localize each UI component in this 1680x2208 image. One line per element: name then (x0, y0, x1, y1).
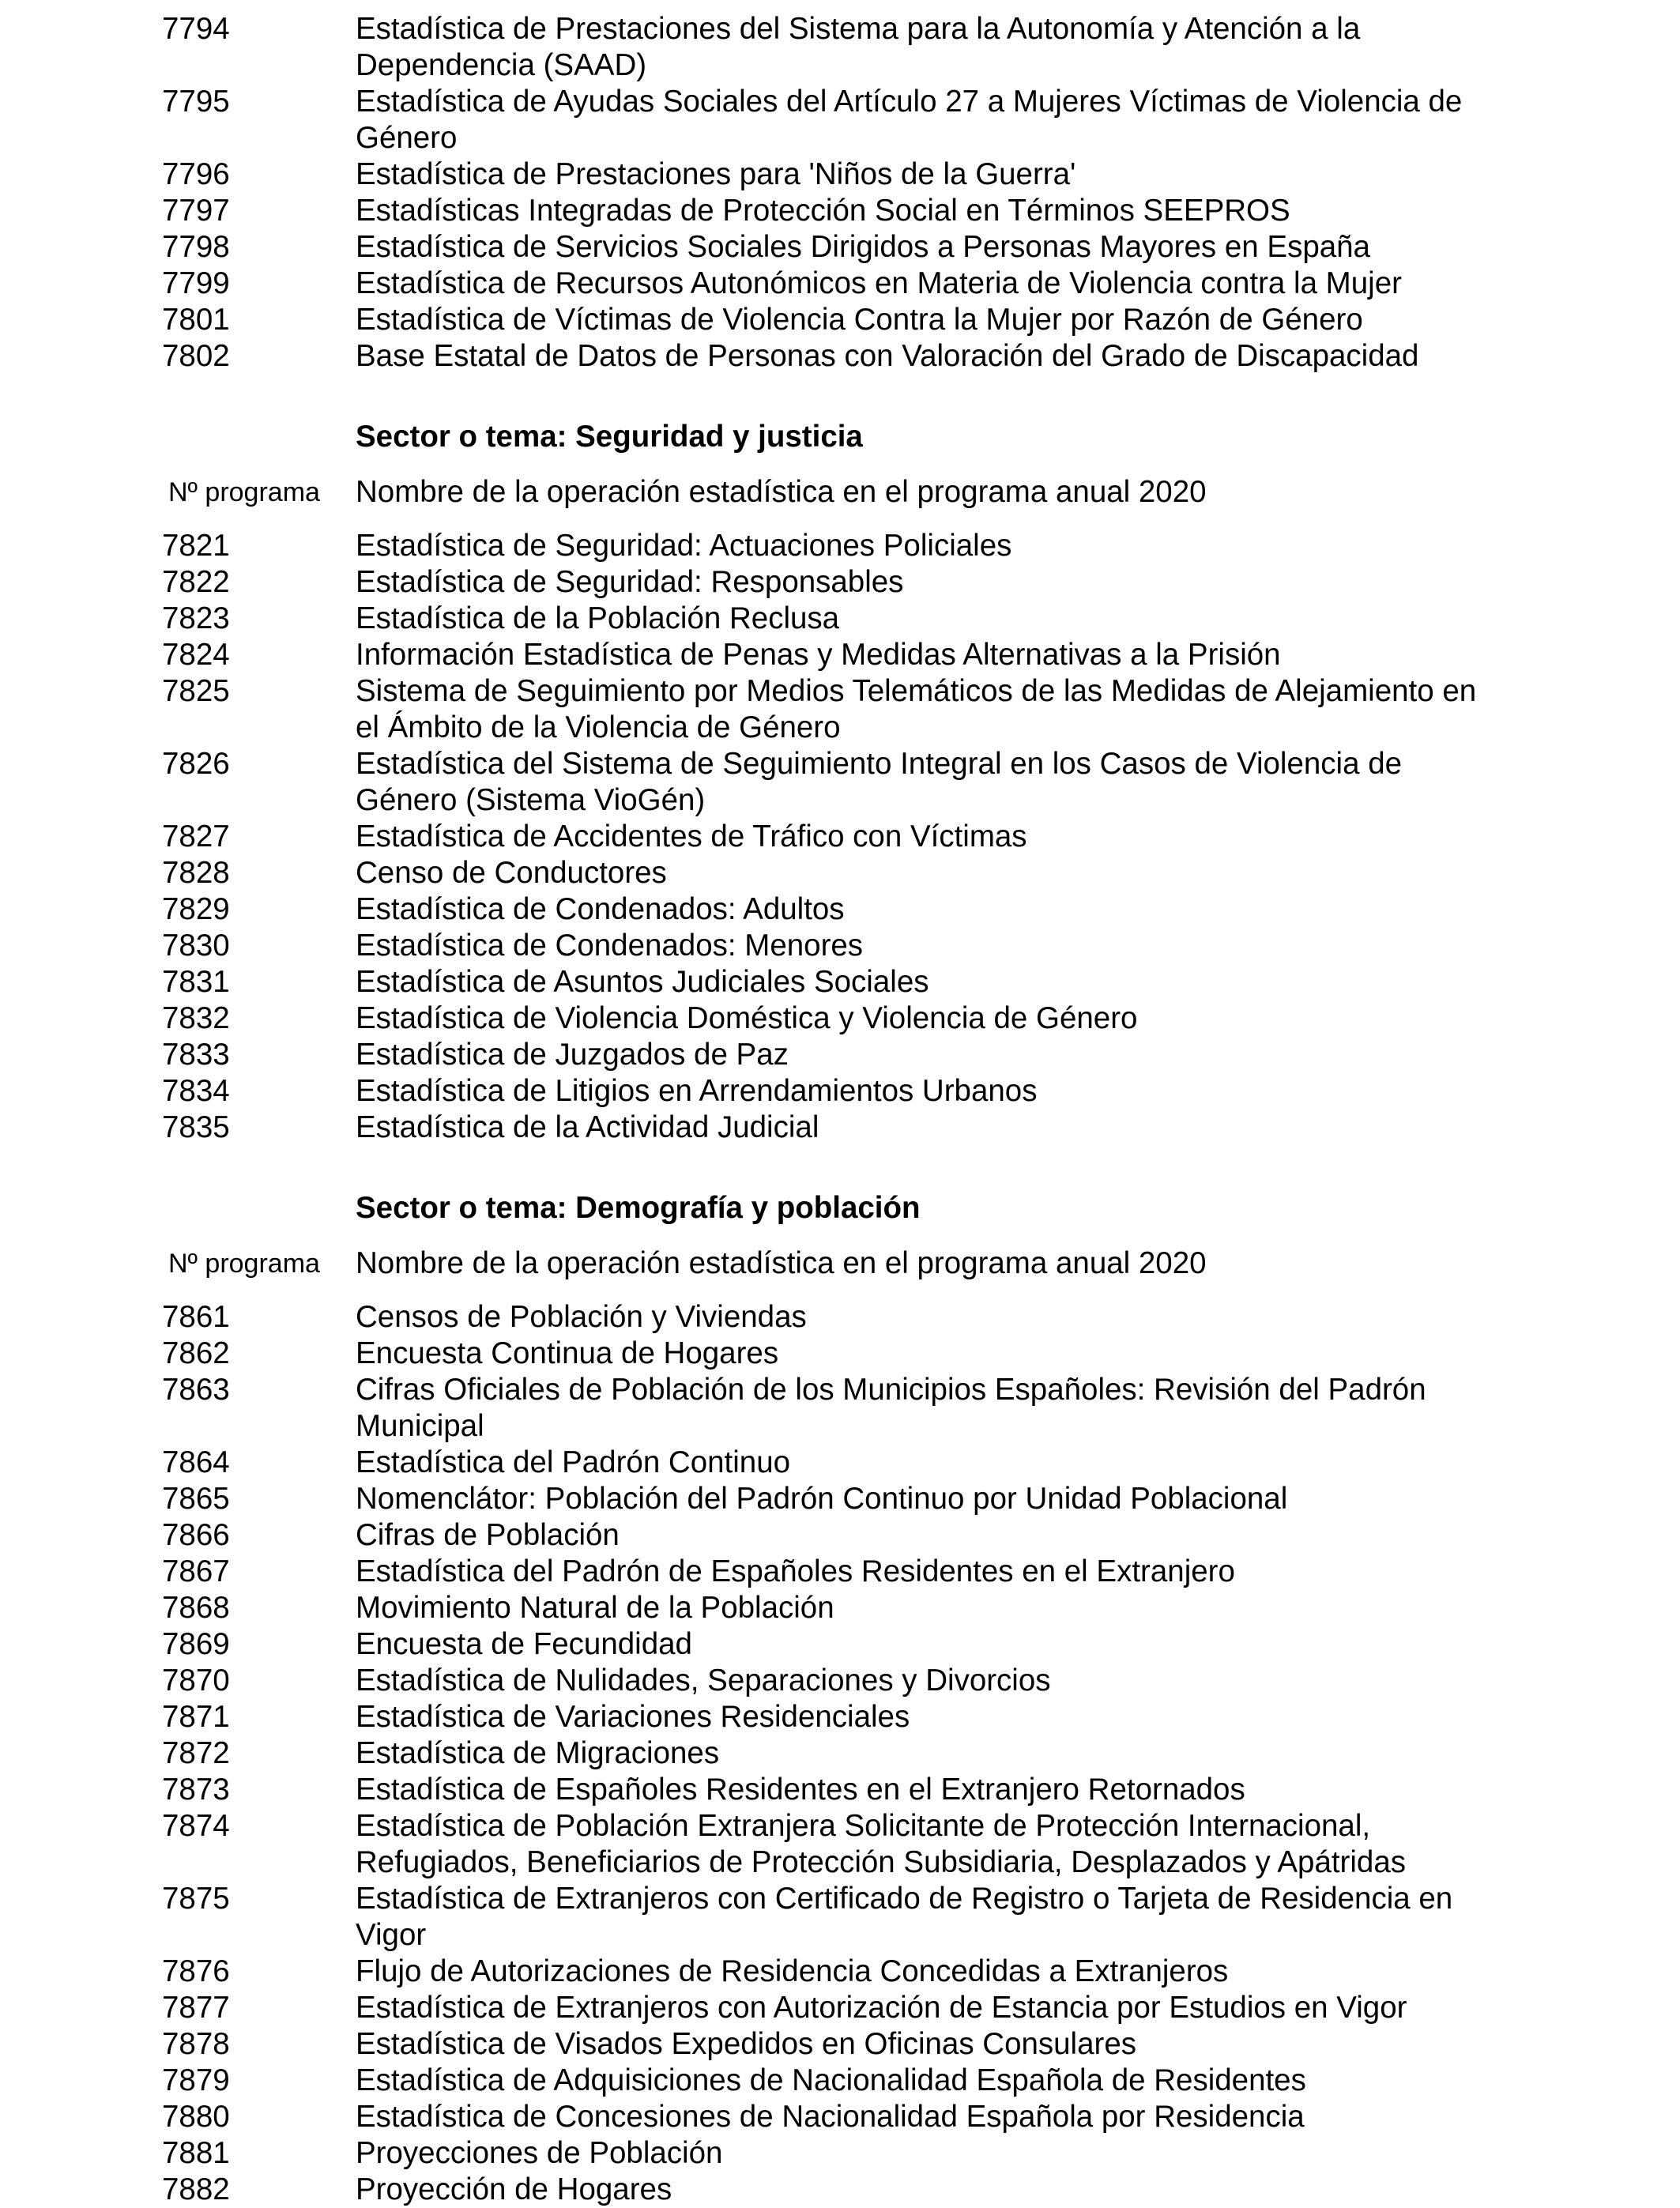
operation-name: Estadística de Condenados: Menores (356, 929, 864, 963)
operation-name: Estadística de Prestaciones del Sistema para la Autonomía y Atención a la Dependencia (SAAD) (356, 12, 1361, 82)
operation-name: Cifras de Población (356, 1518, 620, 1552)
operation-name: Encuesta Continua de Hogares (356, 1336, 779, 1370)
table-row (0, 229, 1680, 266)
operation-name: Estadística de Litigios en Arrendamientos Urbanos (356, 1074, 1038, 1108)
program-number: 7861 (162, 1300, 230, 1334)
table-row (0, 2099, 1680, 2135)
operation-name: Estadística de Concesiones de Nacionalidad Española por Residencia (356, 2100, 1305, 2134)
program-number: 7798 (162, 230, 230, 264)
program-number: 7794 (162, 12, 230, 46)
table-row (0, 1000, 1680, 1037)
section-title: Sector o tema: Seguridad y justicia (356, 420, 863, 454)
table-row (0, 964, 1680, 1000)
column-header-name: Nombre de la operación estadística en el programa anual 2020 (356, 1246, 1207, 1280)
table-row (0, 1110, 1680, 1146)
operation-name: Estadística de Prestaciones para 'Niños de la Guerra' (356, 157, 1076, 191)
operation-name: Base Estatal de Datos de Personas con Valoración del Grado de Discapacidad (356, 339, 1419, 373)
operation-name: Proyecciones de Población (356, 2136, 723, 2170)
operation-name: Estadística de Juzgados de Paz (356, 1038, 789, 1072)
section-title: Sector o tema: Demografía y población (356, 1191, 921, 1225)
program-number: 7881 (162, 2136, 230, 2170)
operation-name: Estadística de Migraciones (356, 1736, 720, 1770)
section-block (0, 1190, 1680, 2208)
table-row (0, 1299, 1680, 1336)
program-number: 7834 (162, 1074, 230, 1108)
program-number: 7874 (162, 1809, 230, 1843)
operation-name: Cifras Oficiales de Población de los Municipios Españoles: Revisión del Padrón Municipal (356, 1373, 1426, 1443)
program-number: 7802 (162, 339, 230, 373)
operation-name: Información Estadística de Penas y Medidas Alternativas a la Prisión (356, 638, 1281, 672)
table-row (0, 1735, 1680, 1772)
program-number: 7801 (162, 303, 230, 337)
table-row (0, 601, 1680, 637)
table-row (0, 1372, 1680, 1445)
table-row (0, 1073, 1680, 1110)
program-number: 7823 (162, 601, 230, 635)
operation-name: Estadística de Accidentes de Tráfico con Víctimas (356, 820, 1027, 853)
table-row (0, 746, 1680, 819)
operation-name: Estadística del Sistema de Seguimiento Integral en los Casos de Violencia de Género (Sistema VioGén) (356, 747, 1403, 817)
operation-name: Estadística de Nulidades, Separaciones y Divorcios (356, 1664, 1051, 1697)
program-number: 7869 (162, 1627, 230, 1661)
table-row (0, 1590, 1680, 1626)
program-number: 7827 (162, 820, 230, 853)
program-number: 7821 (162, 529, 230, 563)
operation-name: Estadística de Ayudas Sociales del Artículo 27 a Mujeres Víctimas de Violencia de Género (356, 85, 1463, 155)
program-number: 7866 (162, 1518, 230, 1552)
table-row (0, 338, 1680, 375)
program-number: 7878 (162, 2027, 230, 2061)
table-row (0, 2172, 1680, 2208)
table-row (0, 1881, 1680, 1954)
program-number: 7871 (162, 1700, 230, 1734)
table-row (0, 1626, 1680, 1663)
section-block (0, 419, 1680, 1146)
program-number: 7832 (162, 1001, 230, 1035)
table-row (0, 1699, 1680, 1735)
operation-name: Nomenclátor: Población del Padrón Continuo por Unidad Poblacional (356, 1482, 1288, 1516)
program-number: 7797 (162, 194, 230, 228)
table-row (0, 1517, 1680, 1554)
program-number: 7799 (162, 266, 230, 300)
operation-name: Estadística del Padrón Continuo (356, 1445, 791, 1479)
program-number: 7831 (162, 965, 230, 999)
table-row (0, 84, 1680, 156)
table-row (0, 156, 1680, 193)
table-row (0, 1336, 1680, 1372)
document-page (0, 11, 1680, 2208)
operation-name: Estadística del Padrón de Españoles Residentes en el Extranjero (356, 1554, 1235, 1588)
operation-name: Estadísticas Integradas de Protección Social en Términos SEEPROS (356, 194, 1290, 228)
table-row (0, 1990, 1680, 2026)
program-number: 7882 (162, 2172, 230, 2206)
operation-name: Estadística de la Actividad Judicial (356, 1110, 819, 1144)
table-row (0, 1445, 1680, 1481)
operation-name: Sistema de Seguimiento por Medios Telemáticos de las Medidas de Alejamiento en el Ámbito de la Violencia de Género (356, 674, 1477, 744)
operation-name: Estadística de Seguridad: Actuaciones Policiales (356, 529, 1012, 563)
table-row (0, 819, 1680, 855)
program-number: 7875 (162, 1882, 230, 1916)
operation-name: Movimiento Natural de la Población (356, 1591, 834, 1625)
program-number: 7829 (162, 892, 230, 926)
program-number: 7863 (162, 1373, 230, 1407)
program-number: 7876 (162, 1954, 230, 1988)
operation-name: Estadística de Extranjeros con Autorización de Estancia por Estudios en Vigor (356, 1991, 1407, 2025)
operation-name: Proyección de Hogares (356, 2172, 672, 2206)
table-row (0, 266, 1680, 302)
operation-name: Flujo de Autorizaciones de Residencia Concedidas a Extranjeros (356, 1954, 1229, 1988)
column-header-number: Nº programa (168, 1249, 320, 1279)
operation-name: Estadística de Extranjeros con Certificado de Registro o Tarjeta de Residencia en Vigor (356, 1882, 1453, 1952)
operation-name: Estadística de Condenados: Adultos (356, 892, 845, 926)
column-header-number: Nº programa (168, 477, 320, 507)
table-row (0, 2063, 1680, 2099)
operation-name: Estadística de Víctimas de Violencia Contra la Mujer por Razón de Género (356, 303, 1363, 337)
table-row (0, 928, 1680, 964)
column-header-row (0, 1245, 1680, 1282)
table-row (0, 1481, 1680, 1517)
table-row (0, 673, 1680, 746)
program-number: 7873 (162, 1773, 230, 1807)
operation-name: Estadística de Recursos Autonómicos en Materia de Violencia contra la Mujer (356, 266, 1402, 300)
operation-name: Censos de Población y Viviendas (356, 1300, 807, 1334)
program-number: 7830 (162, 929, 230, 963)
table-row (0, 2135, 1680, 2172)
column-header-name: Nombre de la operación estadística en el programa anual 2020 (356, 475, 1207, 509)
operation-name: Estadística de Adquisiciones de Nacionalidad Española de Residentes (356, 2063, 1306, 2097)
table-row (0, 855, 1680, 891)
program-number: 7826 (162, 747, 230, 781)
program-number: 7824 (162, 638, 230, 672)
table-row (0, 1772, 1680, 1808)
table-row (0, 637, 1680, 673)
table-row (0, 193, 1680, 229)
program-number: 7868 (162, 1591, 230, 1625)
program-number: 7880 (162, 2100, 230, 2134)
operation-name: Encuesta de Fecundidad (356, 1627, 692, 1661)
table-row (0, 564, 1680, 601)
operation-name: Estadística de Variaciones Residenciales (356, 1700, 910, 1734)
program-number: 7795 (162, 85, 230, 119)
table-row (0, 528, 1680, 564)
program-number: 7835 (162, 1110, 230, 1144)
section-block (0, 11, 1680, 375)
program-number: 7870 (162, 1664, 230, 1697)
operation-name: Estadística de Población Extranjera Solicitante de Protección Internacional, Refugiados, Beneficiarios de Protección Subsidiaria, Desplazados y Apátridas (356, 1809, 1407, 1879)
table-row (0, 891, 1680, 928)
operation-name: Estadística de Servicios Sociales Dirigidos a Personas Mayores en España (356, 230, 1370, 264)
program-number: 7872 (162, 1736, 230, 1770)
table-row (0, 1663, 1680, 1699)
program-number: 7833 (162, 1038, 230, 1072)
program-number: 7865 (162, 1482, 230, 1516)
table-row (0, 2026, 1680, 2063)
operation-name: Estadística de la Población Reclusa (356, 601, 840, 635)
operation-name: Estadística de Violencia Doméstica y Violencia de Género (356, 1001, 1138, 1035)
operation-name: Censo de Conductores (356, 856, 667, 890)
program-number: 7862 (162, 1336, 230, 1370)
table-row (0, 302, 1680, 338)
column-header-row (0, 474, 1680, 511)
table-row (0, 11, 1680, 84)
operation-name: Estadística de Españoles Residentes en el Extranjero Retornados (356, 1773, 1245, 1807)
program-number: 7828 (162, 856, 230, 890)
table-row (0, 1808, 1680, 1881)
program-number: 7825 (162, 674, 230, 708)
operation-name: Estadística de Asuntos Judiciales Sociales (356, 965, 929, 999)
table-row (0, 1554, 1680, 1590)
table-row (0, 1037, 1680, 1073)
program-number: 7877 (162, 1991, 230, 2025)
program-number: 7867 (162, 1554, 230, 1588)
program-number: 7796 (162, 157, 230, 191)
program-number: 7864 (162, 1445, 230, 1479)
program-number: 7879 (162, 2063, 230, 2097)
operation-name: Estadística de Seguridad: Responsables (356, 565, 904, 599)
table-row (0, 1954, 1680, 1990)
operation-name: Estadística de Visados Expedidos en Oficinas Consulares (356, 2027, 1137, 2061)
program-number: 7822 (162, 565, 230, 599)
